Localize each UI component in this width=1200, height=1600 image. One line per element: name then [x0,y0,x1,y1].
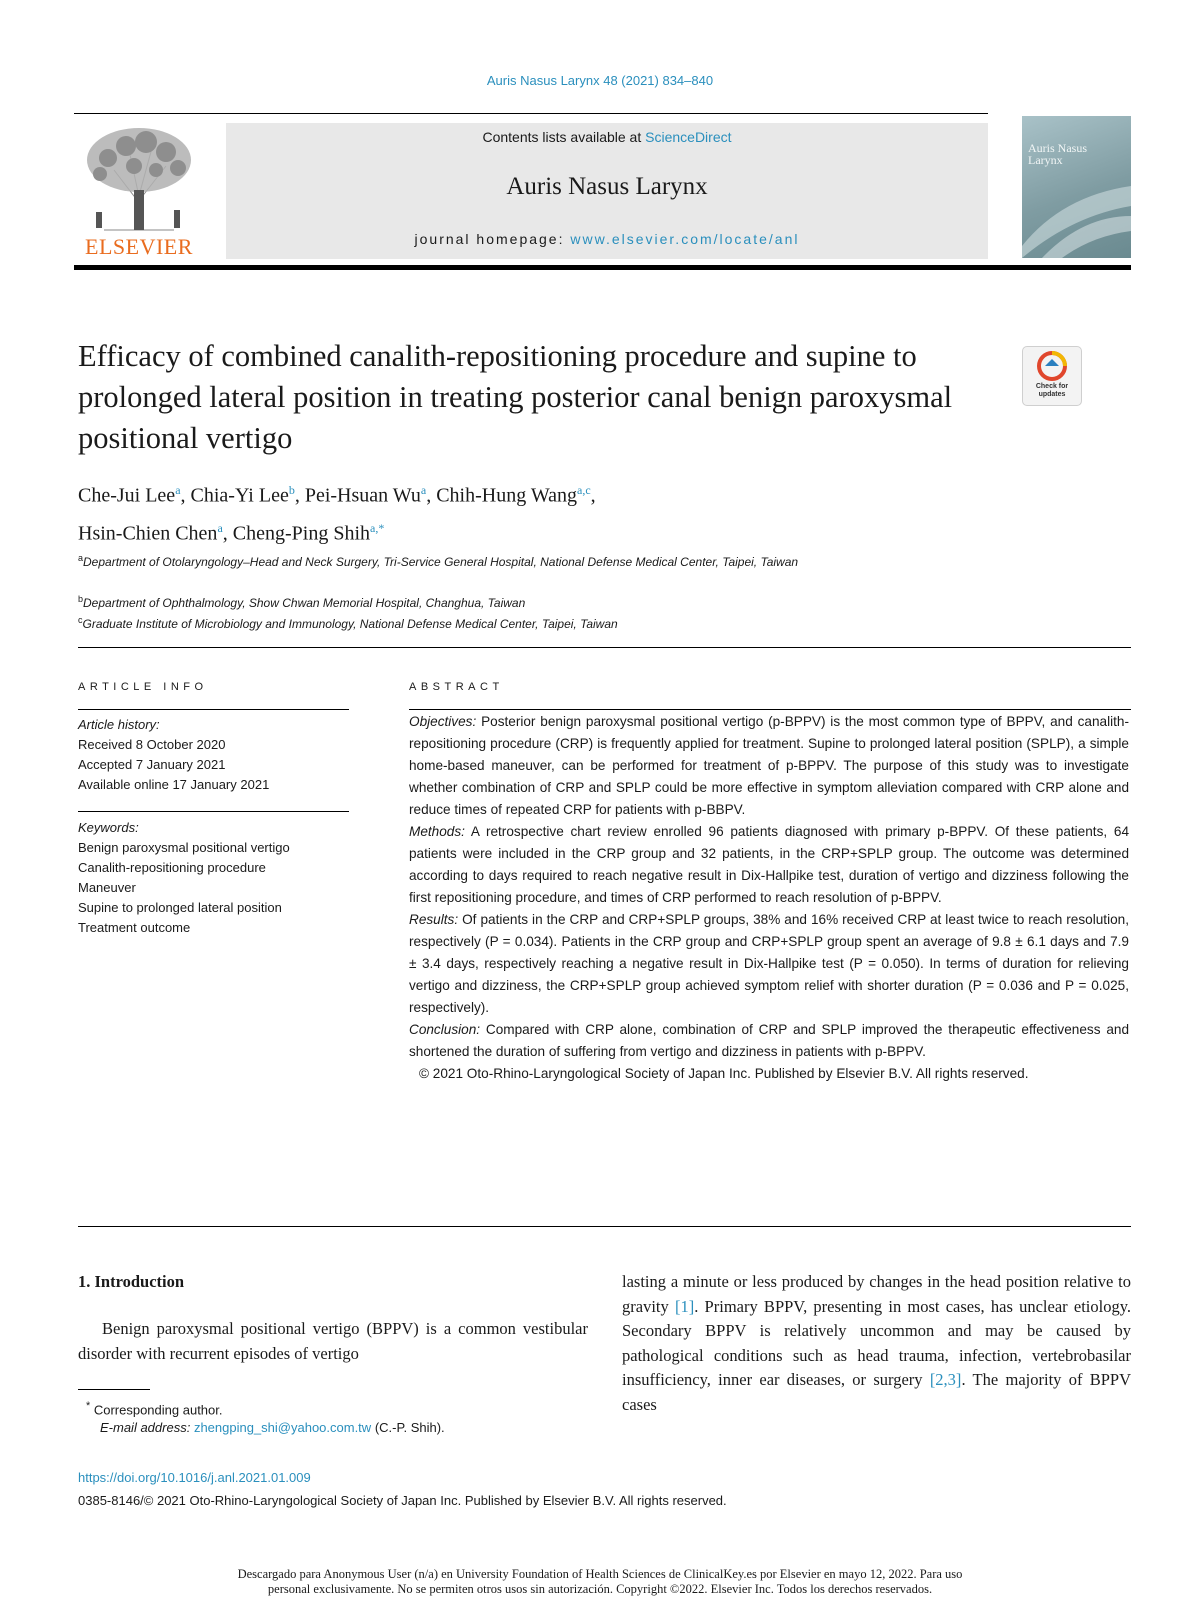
homepage-link[interactable]: www.elsevier.com/locate/anl [570,231,800,247]
author-separator: , [294,484,305,507]
issn-copyright-line: 0385-8146/© 2021 Oto-Rhino-Laryngological Society of Japan Inc. Published by Elsevier B.V. All rights reserved. [78,1493,727,1508]
footnote-rule [78,1389,150,1390]
author-name: Cheng-Ping Shih [232,522,371,545]
author-list [78,474,978,549]
results-text: Of patients in the CRP and CRP+SPLP groups, 38% and 16% received CRP at least twice to reach resolution, respectively (P = 0.034). Patients in the CRP group and CRP+SPLP group spent an average of 9.8 ± 6.1 days and 7.9 ± 3.4 days, respectively reaching a negative result in Dix-Hallpike test (P = 0.050). In terms of duration for relieving vertigo and dizziness, the CRP+SPLP group achieved symptom relief with shorter duration (P = 0.036 and P = 0.025, respectively). [409,912,1129,1015]
abstract-objectives [409,711,1129,821]
keyword: Maneuver [78,880,136,895]
author-affiliation-mark[interactable]: a [420,483,427,497]
affiliation-b-mark: b [78,594,84,604]
article-title: Efficacy of combined canalith-repositioning procedure and supine to prolonged lateral position in treating posterior canal benign paroxysmal positional vertigo [78,339,953,455]
contents-line [226,129,988,145]
keyword: Canalith-repositioning procedure [78,860,266,875]
keywords-rule [78,811,349,812]
article-info-label: ARTICLE INFO [78,681,208,693]
author-separator: , [180,484,191,507]
check-updates-label: Check for updates [1035,383,1069,398]
affiliation-c-mark: c [78,615,83,625]
cover-title: Auris Nasus Larynx [1028,141,1087,167]
reference-1-link[interactable]: [1] [674,1296,695,1316]
conclusion-text: Compared with CRP alone, combination of CRP and SPLP improved the therapeutic effectiveness and shortened the duration of suffering from vertigo and dizziness in patients with p-BPPV. [409,1022,1130,1059]
author-separator: , [222,522,233,545]
masthead-thick-rule [74,265,1131,270]
abstract-end-rule [78,1226,1131,1227]
abstract-rule [409,709,1131,710]
accepted-date: Accepted 7 January 2021 [78,757,226,772]
email-link[interactable]: zhengping_shi@yahoo.com.tw [193,1420,372,1435]
keyword: Treatment outcome [78,920,191,935]
corresponding-author-note [86,1396,586,1420]
author-name: Che-Jui Lee [78,484,176,507]
affiliation-a-mark: a [78,553,84,563]
keywords-label: Keywords: [78,820,139,835]
journal-cover-image [1022,116,1131,258]
affiliation-c-text: Graduate Institute of Microbiology and Immunology, National Defense Medical Center, Taipei, Taiwan [82,617,618,631]
keyword: Benign paroxysmal positional vertigo [78,840,290,855]
check-for-updates-badge[interactable] [1022,346,1082,406]
author-affiliation-mark[interactable]: a [217,520,223,535]
history-label: Article history: [78,717,160,732]
reference-2-3-link[interactable]: [2,3] [929,1370,962,1389]
journal-homepage [226,231,988,247]
affiliation-c [78,610,978,634]
affiliation-a-text: Department of Otolaryngology–Head and Neck Surgery, Tri-Service General Hospital, National Defense Medical Center, Taipei, Taiwan [83,555,799,569]
download-notice-line-1: Descargado para Anonymous User (n/a) en University Foundation of Health Sciences de ClinicalKey.es por Elsevier en mayo 12, 2022. Para uso [237,1567,963,1581]
affiliations-rule [78,647,1131,648]
author-name: Chia-Yi Lee [190,484,289,507]
keywords-block [78,818,350,938]
corresponding-mark: * [86,1400,91,1412]
intro-right-b: . Primary BPPV, presenting in most cases, has unclear etiology. Secondary BPPV is relatively uncommon and may be caused by pathological conditions such as head trauma, infection, vertebrobasilar insufficiency, inner ear diseases, or surgery [622,1296,1131,1389]
journal-citation-link[interactable]: Auris Nasus Larynx 48 (2021) 834–840 [486,73,714,88]
authors-line-1 [78,474,978,512]
author-name: Pei-Hsuan Wu [304,484,421,507]
corresponding-text: Corresponding author. [93,1402,223,1418]
received-date: Received 8 October 2020 [78,737,226,752]
abstract-body [409,711,1129,1085]
article-info-rule [78,709,349,710]
abstract-conclusion [409,1019,1129,1063]
author-separator: , [590,484,596,507]
journal-name: Auris Nasus Larynx [506,173,708,200]
keyword: Supine to prolonged lateral position [78,900,282,915]
conclusion-label: Conclusion: [409,1022,481,1037]
author-affiliation-mark[interactable]: b [288,483,295,497]
objectives-label: Objectives: [409,714,477,729]
author-affiliation-mark[interactable]: a,* [370,520,385,535]
online-date: Available online 17 January 2021 [78,777,270,792]
homepage-prefix: journal homepage: [414,231,565,247]
author-name: Chih-Hung Wang [436,484,577,507]
introduction-heading: 1. Introduction [78,1272,185,1291]
author-separator: , [426,484,437,507]
abstract-methods [409,821,1129,909]
author-name: Hsin-Chien Chen [78,522,218,545]
journal-masthead [226,123,988,259]
affiliation-b-text: Department of Ophthalmology, Show Chwan Memorial Hospital, Changhua, Taiwan [83,596,526,610]
results-label: Results: [409,912,459,927]
contents-prefix: Contents lists available at [482,129,642,145]
top-rule [74,113,988,114]
abstract-label: ABSTRACT [409,681,504,693]
intro-right-a: lasting a minute or less produced by changes in the head position relative to gravity [622,1272,1131,1316]
corresponding-email-line [100,1418,600,1438]
sciencedirect-link[interactable]: ScienceDirect [645,129,732,145]
check-updates-icon [1037,351,1067,381]
elsevier-wordmark: ELSEVIER [85,234,193,259]
email-label: E-mail address: [100,1420,191,1435]
abstract-copyright: © 2021 Oto-Rhino-Laryngological Society of Japan Inc. Published by Elsevier B.V. All rights reserved. [419,1066,1029,1081]
introduction-left-text: Benign paroxysmal positional vertigo (BPPV) is a common vestibular disorder with recurrent episodes of vertigo [78,1319,588,1363]
authors-line-2 [78,512,978,550]
doi-link[interactable]: https://doi.org/10.1016/j.anl.2021.01.009 [78,1470,311,1485]
author-affiliation-mark[interactable]: a [175,483,181,497]
introduction-right-text [622,1270,1131,1417]
email-suffix: (C.-P. Shih). [374,1420,445,1435]
objectives-text: Posterior benign paroxysmal positional vertigo (p-BPPV) is the most common type of BPPV, and canalith-repositioning procedure (CRP) is frequently applied for treatment. Supine to prolonged lateral position (SPLP), a simple home-based maneuver, can be performed for treatment of p-BPPV. The purpose of this study was to investigate whether combination of CRP and SPLP could be more effective in symptom alleviation compared with CRP alone and reduce times of repeated CRP for patients with p-BBPV. [409,714,1129,817]
cover-art [1022,176,1131,258]
abstract-results [409,909,1129,1019]
intro-right-c: . The majority of BPPV cases [622,1370,1132,1414]
article-history [78,715,350,795]
author-affiliation-mark[interactable]: a,c [577,483,591,497]
methods-label: Methods: [409,824,465,839]
affiliation-a [78,548,978,572]
methods-text: A retrospective chart review enrolled 96 patients diagnosed with primary p-BPPV. Of these patients, 64 patients were included in the CRP group and 32 patients, in the CRP+SPLP group. The outcome was determined according to days required to reach negative result in Dix-Hallpike test, duration of vertigo and dizziness following the first repositioning procedure, and times of CRP performed to reach resolution of p-BPPV. [409,824,1129,905]
download-notice-line-2: personal exclusivamente. No se permiten otros usos sin autorización. Copyright ©2022. Elsevier Inc. Todos los derechos reservados. [267,1582,933,1596]
